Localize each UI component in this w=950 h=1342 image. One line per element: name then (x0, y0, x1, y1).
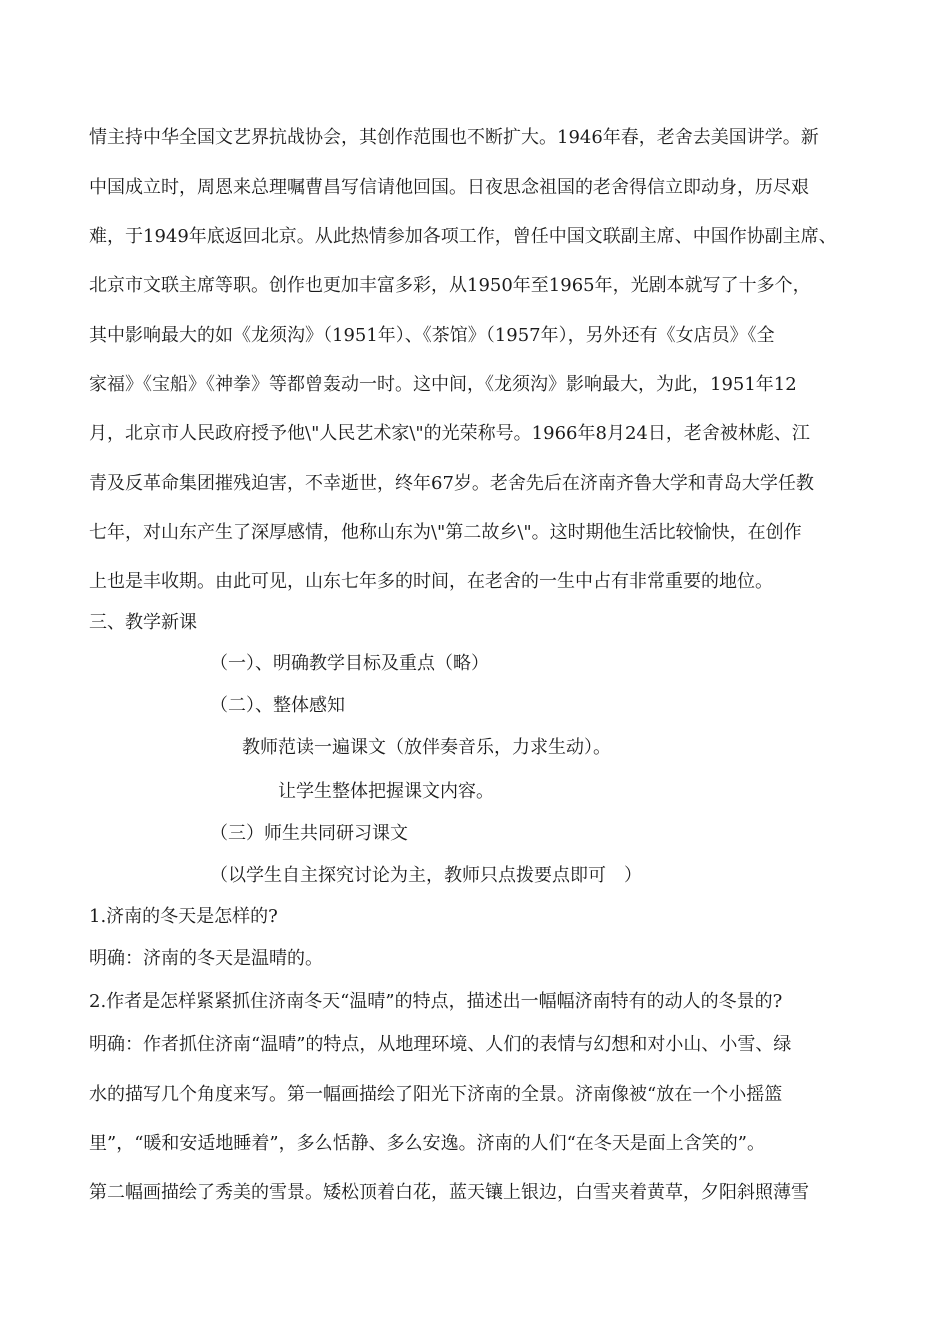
paragraph-line: 中国成立时，周恩来总理嘱曹昌写信请他回国。日夜思念祖国的老舍得信立即动身，历尽艰 (89, 177, 809, 198)
section-heading: 三、教学新课 (89, 612, 197, 633)
answer-line: 水的描写几个角度来写。第一幅画描绘了阳光下济南的全景。济南像被“放在一个小摇篮 (89, 1084, 783, 1105)
text-line: （以学生自主探究讨论为主，教师只点拨要点即可 ） (210, 865, 642, 886)
paragraph-line: 难，于1949年底返回北京。从此热情参加各项工作，曾任中国文联副主席、中国作协副主席、 (89, 226, 837, 247)
paragraph-line: 北京市文联主席等职。创作也更加丰富多彩，从1950年至1965年，光剧本就写了十多个， (89, 275, 811, 296)
text-line: 让学生整体把握课文内容。 (278, 781, 494, 802)
answer-line: 里”，“暖和安适地睡着”，多么恬静、多么安逸。济南的人们“在冬天是面上含笑的”。 (89, 1133, 766, 1154)
paragraph-line: 情主持中华全国文艺界抗战协会，其创作范围也不断扩大。1946年春，老舍去美国讲学。新 (89, 127, 819, 148)
subheading-study: （三）师生共同研习课文 (210, 823, 408, 844)
answer-line: 明确：作者抓住济南“温晴”的特点，从地理环境、人们的表情与幻想和对小山、小雪、绿 (89, 1034, 792, 1055)
text-line: 教师范读一遍课文（放伴奏音乐，力求生动）。 (242, 737, 611, 758)
subheading-goals: （一）、明确教学目标及重点（略） (210, 653, 489, 674)
answer-1: 明确：济南的冬天是温晴的。 (89, 948, 323, 969)
paragraph-line: 七年，对山东产生了深厚感情，他称山东为\"第二故乡\"。这时期他生活比较愉快，在创作 (89, 522, 802, 543)
question-2: 2.作者是怎样紧紧抓住济南冬天“温晴”的特点，描述出一幅幅济南特有的动人的冬景的? (89, 991, 783, 1012)
paragraph-line: 上也是丰收期。由此可见，山东七年多的时间，在老舍的一生中占有非常重要的地位。 (89, 571, 773, 592)
subheading-overview: （二）、整体感知 (210, 695, 345, 716)
paragraph-line: 月，北京市人民政府授予他\"人民艺术家\"的光荣称号。1966年8月24日，老舍被林彪、江 (89, 423, 810, 444)
paragraph-line: 其中影响最大的如《龙须沟》（1951年）、《茶馆》（1957年），另外还有《女店员》《全 (89, 325, 775, 346)
paragraph-line: 青及反革命集团摧残迫害，不幸逝世，终年67岁。老舍先后在济南齐鲁大学和青岛大学任教 (89, 473, 814, 494)
paragraph-line: 家福》《宝船》《神拳》等都曾轰动一时。这中间，《龙须沟》影响最大，为此，1951年12 (89, 374, 797, 395)
answer-line: 第二幅画描绘了秀美的雪景。矮松顶着白花，蓝天镶上银边，白雪夹着黄草，夕阳斜照薄雪 (89, 1182, 809, 1203)
question-1: 1.济南的冬天是怎样的? (89, 906, 278, 927)
